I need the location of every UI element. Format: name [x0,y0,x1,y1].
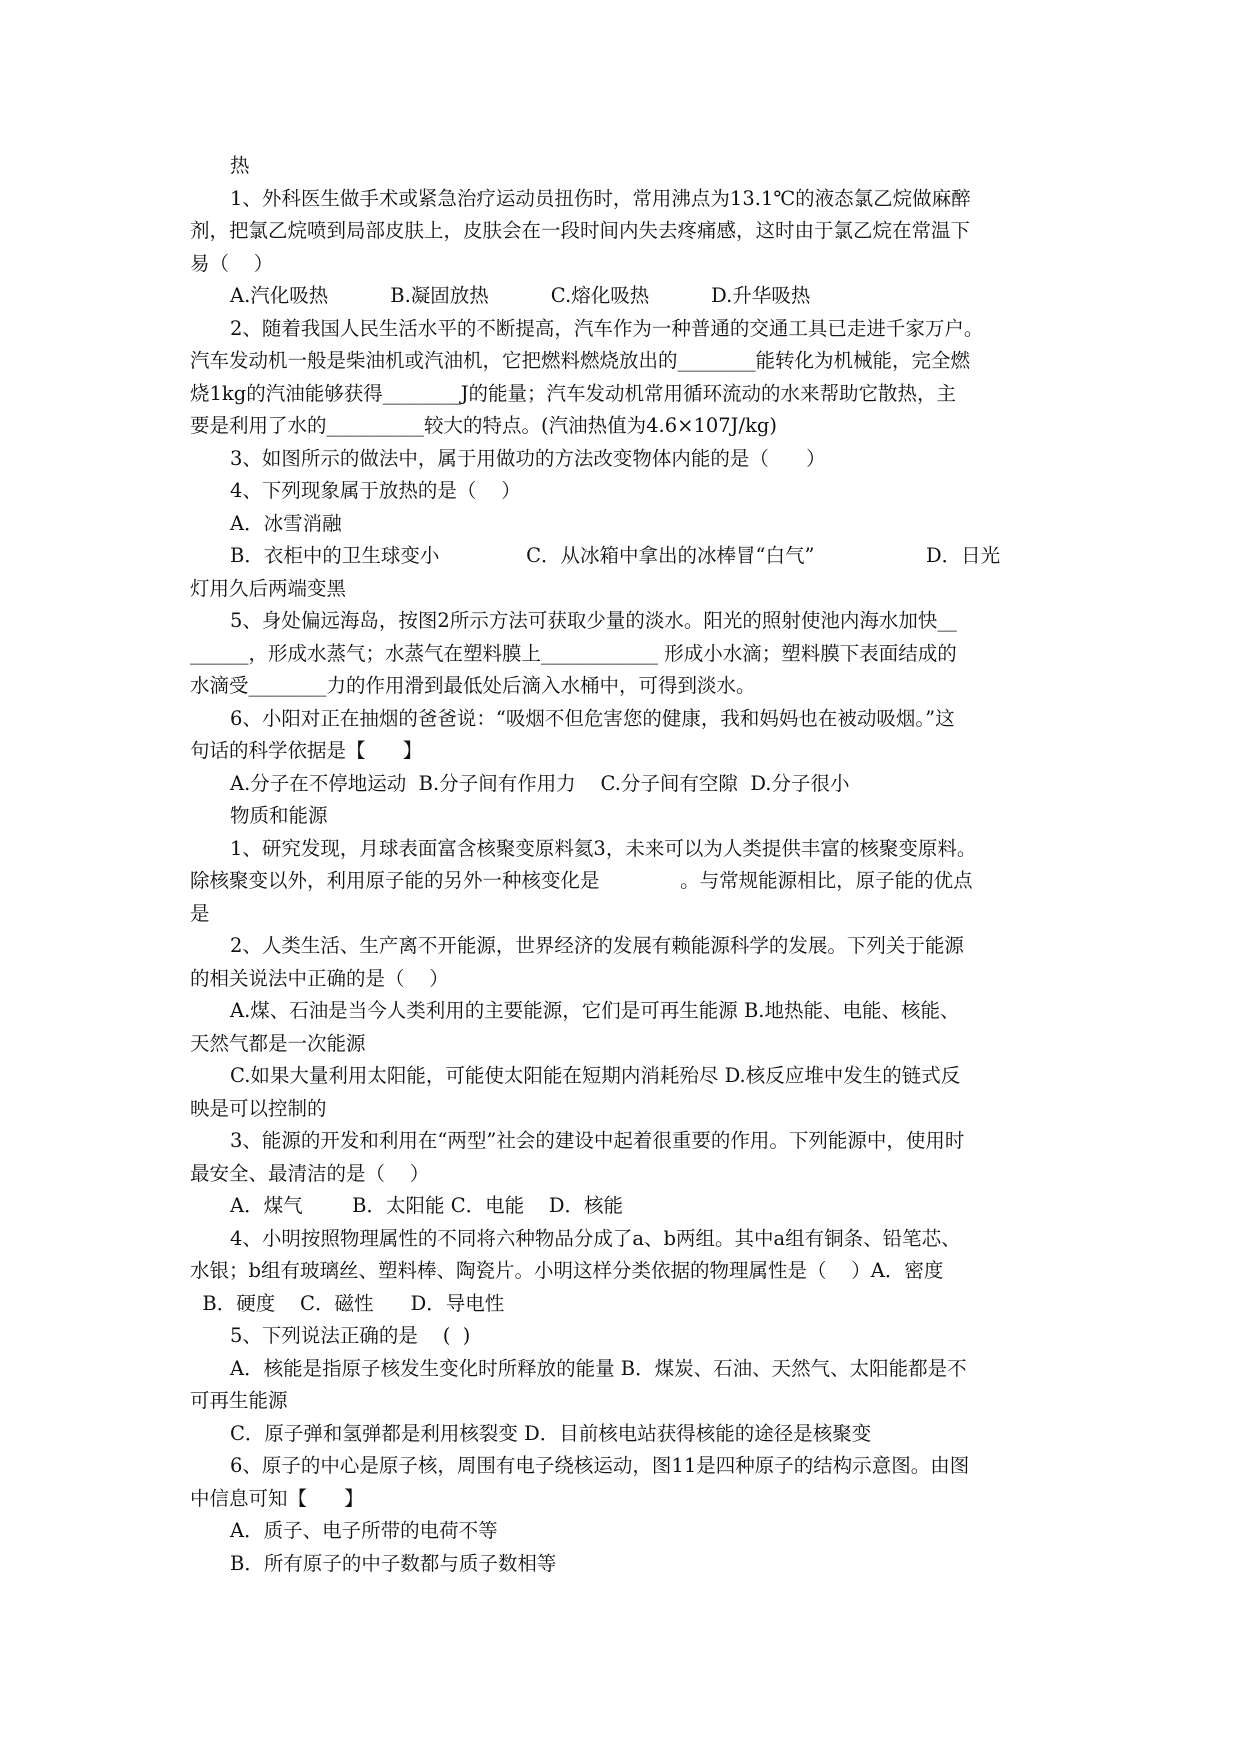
question-text: 6、原子的中心是原子核，周围有电子绕核运动，图11是四种原子的结构示意图。由图 [230,1454,970,1477]
answer-options: C.如果大量利用太阳能，可能使太阳能在短期内消耗殆尽 D.核反应堆中发生的链式反 [230,1064,961,1087]
answer-options: A．质子、电子所带的电荷不等 [230,1519,498,1542]
question-text: 4、小明按照物理属性的不同将六种物品分成了a、b两组。其中a组有铜条、铅笔芯、 [230,1226,961,1250]
question-text: 1、外科医生做手术或紧急治疗运动员扭伤时，常用沸点为13.1℃的液态氯乙烷做麻醉 [230,186,971,210]
question-text: 最安全、最清洁的是（ ） [190,1161,430,1185]
answer-options: 映是可以控制的 [190,1096,327,1120]
question-text: 5、下列说法正确的是 ( ) [230,1324,471,1347]
question-text: 1、研究发现，月球表面富含核聚变原料氦3，未来可以为人类提供丰富的核聚变原料。 [230,836,977,860]
section-heading-heat: 热 [230,154,250,177]
answer-options: B．衣柜中的卫生球变小 C．从冰箱中拿出的冰棒冒“白气” D．日光 [230,544,1001,567]
question-text: 3、能源的开发和利用在“两型”社会的建设中起着很重要的作用。下列能源中，使用时 [230,1129,965,1152]
question-text: 剂，把氯乙烷喷到局部皮肤上，皮肤会在一段时间内失去疼痛感，这时由于氯乙烷在常温下 [190,219,971,242]
answer-options: A．煤气 B．太阳能 C．电能 D．核能 [230,1194,624,1217]
answer-options: 天然气都是一次能源 [190,1031,366,1055]
question-text: 句话的科学依据是【 】 [190,739,423,762]
answer-options: 可再生能源 [190,1389,288,1412]
answer-options: B．硬度 C．磁性 D．导电性 [190,1291,505,1315]
answer-options: A．核能是指原子核发生变化时所释放的能量 B．煤炭、石油、天然气、太阳能都是不 [230,1356,967,1380]
question-text: 水滴受________力的作用滑到最低处后滴入水桶中，可得到淡水。 [190,674,756,697]
answer-options: B．所有原子的中子数都与质子数相等 [230,1551,557,1575]
question-text: 易（ ） [190,251,274,275]
question-text: ______，形成水蒸气；水蒸气在塑料膜上____________ 形成小水滴；塑料膜下表面结成的 [190,641,957,665]
question-text: 4、下列现象属于放热的是（ ） [230,479,521,502]
question-text: 2、随着我国人民生活水平的不断提高，汽车作为一种普通的交通工具已走进千家万户。 [230,316,984,340]
answer-options: C．原子弹和氢弹都是利用核裂变 D．目前核电站获得核能的途径是核聚变 [230,1421,872,1445]
question-text: 中信息可知【 】 [190,1486,364,1510]
document-body [190,150,1060,1580]
question-text: 5、身处偏远海岛，按图2所示方法可获取少量的淡水。阳光的照射使池内海水加快__ [230,609,957,632]
answer-options: A.煤、石油是当今人类利用的主要能源，它们是可再生能源 B.地热能、电能、核能、 [230,999,960,1022]
answer-options: A.分子在不停地运动 B.分子间有作用力 C.分子间有空隙 D.分子很小 [230,771,850,795]
question-text: 是 [190,901,210,925]
answer-options: A．冰雪消融 [230,511,342,535]
section-heading-matter-energy: 物质和能源 [230,804,328,827]
question-text: 汽车发动机一般是柴油机或汽油机，它把燃料燃烧放出的________能转化为机械能，完全燃 [190,349,971,372]
answer-options: 灯用久后两端变黑 [190,576,347,600]
question-text: 水银；b组有玻璃丝、塑料棒、陶瓷片。小明这样分类依据的物理属性是（ ）A．密度 [190,1259,944,1282]
question-text: 2、人类生活、生产离不开能源，世界经济的发展有赖能源科学的发展。下列关于能源 [230,934,964,957]
question-text: 6、小阳对正在抽烟的爸爸说：“吸烟不但危害您的健康，我和妈妈也在被动吸烟。”这 [230,706,955,730]
answer-options: A.汽化吸热 B.凝固放热 C.熔化吸热 D.升华吸热 [230,284,811,307]
question-text: 烧1kg的汽油能够获得________J的能量；汽车发动机常用循环流动的水来帮助它散热，主 [190,381,957,405]
question-text: 要是利用了水的__________较大的特点。(汽油热值为4.6×107J/kg) [190,414,777,437]
question-text: 除核聚变以外，利用原子能的另外一种核变化是 。与常规能源相比，原子能的优点 [190,869,973,892]
question-text: 3、如图所示的做法中，属于用做功的方法改变物体内能的是（ ） [230,446,826,470]
question-text: 的相关说法中正确的是（ ） [190,966,449,990]
